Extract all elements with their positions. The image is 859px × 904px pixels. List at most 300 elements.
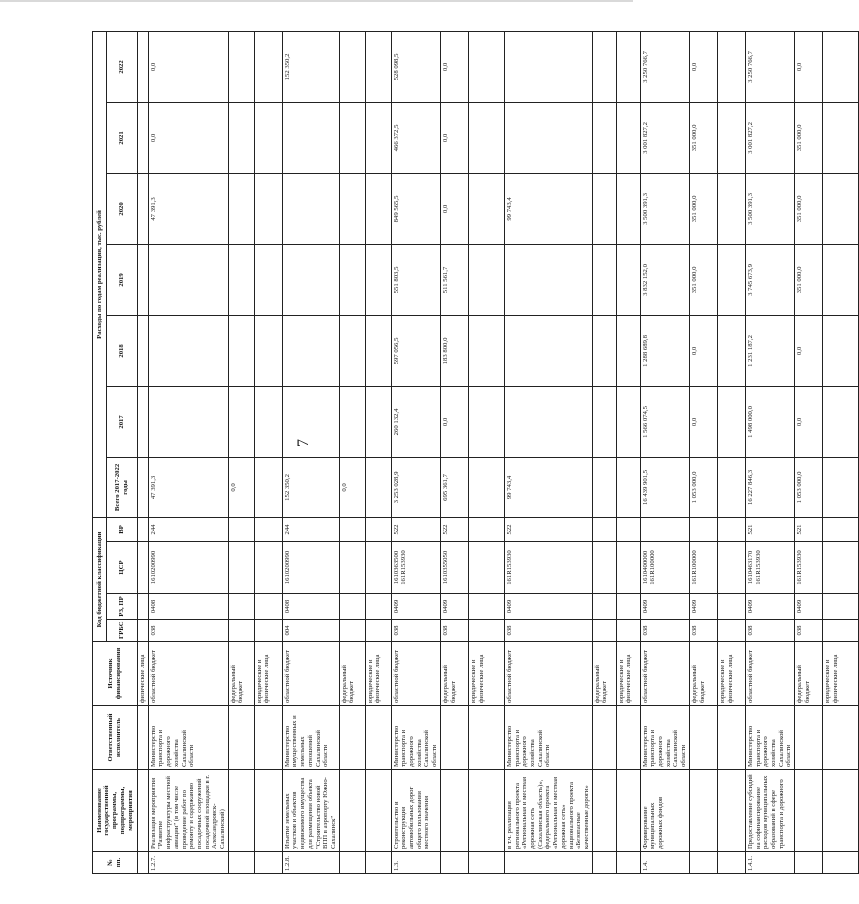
cell-num <box>254 852 282 874</box>
cell-2020 <box>592 173 616 244</box>
cell-responsible <box>795 706 823 770</box>
cell-2018: 183 800,0 <box>440 315 468 386</box>
cell-source: областной бюджет <box>640 642 689 706</box>
cell-source: областной бюджет <box>504 642 592 706</box>
cell-2018 <box>228 315 254 386</box>
cell-rz-pr: 0409 <box>745 594 794 620</box>
cell-responsible <box>717 706 745 770</box>
cell-2020 <box>254 173 282 244</box>
cell-vr: 522 <box>504 517 592 541</box>
table-row <box>440 31 468 873</box>
cell-2022 <box>138 31 149 102</box>
cell-source: областной бюджет <box>391 642 440 706</box>
cell-total: 0,0 <box>228 457 254 517</box>
cell-rz-pr <box>228 594 254 620</box>
cell-rz-pr <box>823 594 859 620</box>
cell-2020 <box>228 173 254 244</box>
cell-vr <box>468 517 504 541</box>
table-row <box>391 31 440 873</box>
cell-source: областной бюджет <box>745 642 794 706</box>
cell-total: 99 743,4 <box>504 457 592 517</box>
cell-num <box>689 852 717 874</box>
cell-vr: 244 <box>148 517 228 541</box>
cell-2021: 3 001 827,2 <box>745 102 794 173</box>
cell-2018 <box>717 315 745 386</box>
cell-total <box>254 457 282 517</box>
cell-csr <box>592 542 616 594</box>
cell-2022 <box>717 31 745 102</box>
table-row <box>745 31 794 873</box>
cell-2018 <box>282 315 339 386</box>
cell-2017: 0,0 <box>689 386 717 457</box>
cell-grbs: 038 <box>689 620 717 642</box>
cell-2022 <box>365 31 391 102</box>
cell-responsible <box>689 706 717 770</box>
header-expenses: Расходы по годам реализации, тыс. рублей <box>93 31 107 517</box>
cell-rz-pr: 0409 <box>640 594 689 620</box>
cell-2020: 47 391,3 <box>148 173 228 244</box>
cell-2022 <box>616 31 640 102</box>
cell-num: 1.4.1. <box>745 852 794 874</box>
cell-2021 <box>365 102 391 173</box>
cell-2018: 597 056,5 <box>391 315 440 386</box>
header-num: № пп. <box>93 852 138 874</box>
header-csr: ЦСР <box>107 542 138 594</box>
cell-total: 3 253 028,9 <box>391 457 440 517</box>
cell-2019: 511 561,7 <box>440 244 468 315</box>
cell-2019 <box>365 244 391 315</box>
table-row <box>616 31 640 873</box>
cell-source: юридические и физические лица <box>365 642 391 706</box>
cell-2017: 1 566 074,5 <box>640 386 689 457</box>
cell-2018: 0,0 <box>795 315 823 386</box>
cell-name <box>689 770 717 852</box>
cell-csr: 1610463170 161R153930 <box>745 542 794 594</box>
cell-vr: 522 <box>391 517 440 541</box>
cell-responsible <box>592 706 616 770</box>
cell-rz-pr <box>254 594 282 620</box>
cell-grbs: 038 <box>440 620 468 642</box>
cell-name <box>717 770 745 852</box>
cell-responsible <box>616 706 640 770</box>
cell-responsible <box>365 706 391 770</box>
cell-grbs: 038 <box>640 620 689 642</box>
cell-name <box>468 770 504 852</box>
cell-num <box>440 852 468 874</box>
cell-total <box>616 457 640 517</box>
cell-2019: 3 745 673,9 <box>745 244 794 315</box>
cell-grbs <box>592 620 616 642</box>
cell-name: Изъятие земельных участков и объектов недвижимого имущества для размещения объекта "Строительство новой ВПП в аэропорту Южно-Сахалинск" <box>282 770 339 852</box>
cell-num <box>228 852 254 874</box>
cell-total: 16 439 901,5 <box>640 457 689 517</box>
cell-2022: 0,0 <box>795 31 823 102</box>
cell-2019 <box>504 244 592 315</box>
cell-grbs: 004 <box>282 620 339 642</box>
cell-source: юридические и физические лица <box>717 642 745 706</box>
cell-rz-pr: 0409 <box>440 594 468 620</box>
cell-responsible: Министерство имущественных и земельных отношений Сахалинской области <box>282 706 339 770</box>
cell-responsible <box>339 706 365 770</box>
cell-source: федеральный бюджет <box>795 642 823 706</box>
cell-2020: 3 500 391,3 <box>745 173 794 244</box>
table-row <box>138 31 149 873</box>
cell-grbs <box>339 620 365 642</box>
cell-rz-pr: 0409 <box>391 594 440 620</box>
cell-grbs: 038 <box>795 620 823 642</box>
cell-2021: 0,0 <box>148 102 228 173</box>
cell-name: Формирование муниципальных дорожных фондов <box>640 770 689 852</box>
table-row <box>823 31 859 873</box>
cell-responsible <box>823 706 859 770</box>
cell-responsible: Министерство транспорта и дорожного хозяйства Сахалинской области <box>391 706 440 770</box>
cell-rz-pr: 0409 <box>795 594 823 620</box>
cell-source: физические лица <box>138 642 149 706</box>
cell-num: 1.4. <box>640 852 689 874</box>
cell-2018 <box>254 315 282 386</box>
cell-2020 <box>282 173 339 244</box>
cell-grbs <box>468 620 504 642</box>
cell-2017: 260 132,4 <box>391 386 440 457</box>
cell-csr <box>138 542 149 594</box>
cell-csr: 161R153930 <box>504 542 592 594</box>
cell-name: Предоставление субсидий на софинансирование расходов муниципальных образований в сфере транспорта и дорожного <box>745 770 794 852</box>
cell-num <box>504 852 592 874</box>
cell-rz-pr: 0408 <box>282 594 339 620</box>
cell-csr: 1610400000 161R100000 <box>640 542 689 594</box>
cell-rz-pr <box>616 594 640 620</box>
cell-2022 <box>254 31 282 102</box>
header-year-2022: 2022 <box>107 31 138 102</box>
cell-total <box>138 457 149 517</box>
cell-2017 <box>468 386 504 457</box>
cell-2021: 3 001 827,2 <box>640 102 689 173</box>
cell-name <box>254 770 282 852</box>
cell-2021: 351 000,0 <box>689 102 717 173</box>
cell-total <box>717 457 745 517</box>
cell-num <box>365 852 391 874</box>
cell-source: юридические и физические лица <box>254 642 282 706</box>
cell-source: федеральный бюджет <box>440 642 468 706</box>
cell-2019 <box>468 244 504 315</box>
cell-2019: 551 803,5 <box>391 244 440 315</box>
cell-grbs <box>823 620 859 642</box>
cell-2017 <box>282 386 339 457</box>
cell-source: юридические и физические лица <box>616 642 640 706</box>
cell-2017: 0,0 <box>440 386 468 457</box>
cell-grbs <box>254 620 282 642</box>
cell-name <box>592 770 616 852</box>
cell-name: в т.ч. реализация регионального проекта «Региональная и местная дорожная сеть (Сахалинская область)», федерального проекта «Региональная и местная дорожная сеть» национального проекта «Безопасные качественные дороги» <box>504 770 592 852</box>
cell-name <box>795 770 823 852</box>
cell-num <box>717 852 745 874</box>
cell-total: 152 350,2 <box>282 457 339 517</box>
cell-2022 <box>823 31 859 102</box>
cell-2020 <box>339 173 365 244</box>
cell-num <box>823 852 859 874</box>
cell-source: областной бюджет <box>282 642 339 706</box>
cell-2020: 3 500 391,3 <box>640 173 689 244</box>
cell-vr <box>592 517 616 541</box>
cell-2022: 528 098,5 <box>391 31 440 102</box>
cell-vr <box>823 517 859 541</box>
cell-responsible <box>228 706 254 770</box>
cell-2022: 152 350,2 <box>282 31 339 102</box>
cell-vr <box>616 517 640 541</box>
cell-rz-pr <box>468 594 504 620</box>
cell-2018 <box>339 315 365 386</box>
cell-2020 <box>717 173 745 244</box>
cell-vr: 521 <box>745 517 794 541</box>
cell-grbs <box>365 620 391 642</box>
cell-2020 <box>138 173 149 244</box>
header-source: Источник финансирования <box>93 642 138 706</box>
cell-num: 1.2.8. <box>282 852 339 874</box>
cell-csr: 161R153930 <box>795 542 823 594</box>
cell-total: 1 053 000,0 <box>795 457 823 517</box>
cell-source: федеральный бюджет <box>689 642 717 706</box>
cell-rz-pr <box>365 594 391 620</box>
cell-source: юридические и физические лица <box>823 642 859 706</box>
table-row <box>689 31 717 873</box>
cell-2019 <box>823 244 859 315</box>
cell-responsible <box>254 706 282 770</box>
header-vr: ВР <box>107 517 138 541</box>
cell-2017 <box>504 386 592 457</box>
cell-2019: 351 000,0 <box>689 244 717 315</box>
cell-2022 <box>468 31 504 102</box>
header-year-2017: 2017 <box>107 386 138 457</box>
cell-csr <box>339 542 365 594</box>
table-row <box>254 31 282 873</box>
cell-rz-pr <box>138 594 149 620</box>
cell-2020: 351 000,0 <box>689 173 717 244</box>
cell-num: 1.2.7. <box>148 852 228 874</box>
header-responsible: Ответственный исполнитель <box>93 706 138 770</box>
cell-responsible <box>138 706 149 770</box>
cell-2018: 1 231 187,2 <box>745 315 794 386</box>
cell-2020 <box>616 173 640 244</box>
cell-csr: 161R100000 <box>689 542 717 594</box>
table-row <box>592 31 616 873</box>
cell-responsible <box>440 706 468 770</box>
cell-2021 <box>823 102 859 173</box>
cell-2022: 0,0 <box>148 31 228 102</box>
cell-source: федеральный бюджет <box>228 642 254 706</box>
cell-2017 <box>339 386 365 457</box>
cell-name <box>616 770 640 852</box>
header-grbs: ГРБС <box>107 620 138 642</box>
cell-2021: 351 000,0 <box>795 102 823 173</box>
header-name: Наименование государственной программы, подпрограммы, мероприятия <box>93 770 138 852</box>
cell-2019: 351 000,0 <box>795 244 823 315</box>
cell-2021 <box>717 102 745 173</box>
cell-2022: 3 250 766,7 <box>640 31 689 102</box>
cell-rz-pr: 0409 <box>504 594 592 620</box>
cell-csr <box>823 542 859 594</box>
cell-2019 <box>148 244 228 315</box>
cell-grbs <box>228 620 254 642</box>
cell-grbs <box>616 620 640 642</box>
cell-2019 <box>254 244 282 315</box>
cell-2021 <box>339 102 365 173</box>
cell-2019: 3 832 152,0 <box>640 244 689 315</box>
cell-csr: 1610355050 <box>440 542 468 594</box>
cell-vr <box>365 517 391 541</box>
cell-rz-pr <box>339 594 365 620</box>
cell-2020: 0,0 <box>440 173 468 244</box>
header-rz-pr: РЗ, ПР <box>107 594 138 620</box>
cell-total: 16 227 846,3 <box>745 457 794 517</box>
cell-2020: 351 000,0 <box>795 173 823 244</box>
cell-responsible: Министерство транспорта и дорожного хозяйства Сахалинской области <box>504 706 592 770</box>
cell-total <box>365 457 391 517</box>
cell-2019 <box>339 244 365 315</box>
cell-2017 <box>254 386 282 457</box>
table-body <box>138 31 859 873</box>
cell-2021: 466 372,5 <box>391 102 440 173</box>
cell-responsible: Министерство транспорта и дорожного хозяйства Сахалинской области <box>745 706 794 770</box>
cell-grbs <box>138 620 149 642</box>
cell-2019 <box>228 244 254 315</box>
cell-source: областной бюджет <box>148 642 228 706</box>
cell-vr: 244 <box>282 517 339 541</box>
cell-2020 <box>468 173 504 244</box>
cell-2017 <box>228 386 254 457</box>
cell-2021 <box>468 102 504 173</box>
cell-csr <box>468 542 504 594</box>
cell-rz-pr: 0409 <box>689 594 717 620</box>
table-row <box>282 31 339 873</box>
cell-2018 <box>592 315 616 386</box>
cell-name <box>365 770 391 852</box>
cell-num <box>616 852 640 874</box>
cell-2017 <box>148 386 228 457</box>
cell-2017: 0,0 <box>795 386 823 457</box>
cell-rz-pr <box>592 594 616 620</box>
cell-num <box>592 852 616 874</box>
cell-csr <box>254 542 282 594</box>
cell-2022 <box>228 31 254 102</box>
cell-2018 <box>468 315 504 386</box>
cell-2017 <box>717 386 745 457</box>
cell-2019 <box>138 244 149 315</box>
cell-source: федеральный бюджет <box>592 642 616 706</box>
cell-vr <box>228 517 254 541</box>
cell-source: юридические и физические лица <box>468 642 504 706</box>
table-row <box>468 31 504 873</box>
cell-2017 <box>616 386 640 457</box>
cell-name <box>440 770 468 852</box>
cell-2022: 0,0 <box>689 31 717 102</box>
cell-csr <box>365 542 391 594</box>
table-row <box>148 31 228 873</box>
cell-vr: 522 <box>440 517 468 541</box>
table-row <box>795 31 823 873</box>
cell-2021: 0,0 <box>440 102 468 173</box>
cell-csr <box>717 542 745 594</box>
cell-2019 <box>616 244 640 315</box>
header-year-2019: 2019 <box>107 244 138 315</box>
header-year-2018: 2018 <box>107 315 138 386</box>
cell-2018 <box>138 315 149 386</box>
cell-2018 <box>148 315 228 386</box>
cell-2017 <box>138 386 149 457</box>
cell-2022: 3 250 766,7 <box>745 31 794 102</box>
cell-name <box>823 770 859 852</box>
cell-responsible: Министерство транспорта и дорожного хозяйства Сахалинской области <box>640 706 689 770</box>
cell-grbs: 038 <box>148 620 228 642</box>
budget-table <box>92 31 859 874</box>
rotated-table-container <box>92 32 839 874</box>
cell-vr: 521 <box>795 517 823 541</box>
cell-num <box>468 852 504 874</box>
cell-name <box>138 770 149 852</box>
cell-2020: 99 743,4 <box>504 173 592 244</box>
cell-2017: 1 498 000,0 <box>745 386 794 457</box>
cell-num <box>795 852 823 874</box>
cell-2022: 0,0 <box>440 31 468 102</box>
cell-2019 <box>282 244 339 315</box>
cell-num <box>339 852 365 874</box>
cell-2019 <box>717 244 745 315</box>
table-row <box>339 31 365 873</box>
cell-2022 <box>339 31 365 102</box>
scan-edge <box>0 0 633 2</box>
cell-responsible <box>468 706 504 770</box>
cell-name: Реализация мероприятия "Развитие инфраструктуры местной авиации" (в том числе проведение работ по ремонту и содержанию посадочных сооружений посадочной площадки в г. Александровск-Сахалинский) <box>148 770 228 852</box>
cell-vr <box>640 517 689 541</box>
cell-responsible: Министерство транспорта и дорожного хозяйства Сахалинской области <box>148 706 228 770</box>
cell-total <box>468 457 504 517</box>
cell-source: федеральный бюджет <box>339 642 365 706</box>
table-row <box>640 31 689 873</box>
cell-grbs <box>717 620 745 642</box>
cell-num <box>138 852 149 874</box>
cell-name: Строительство и реконструкция автомобильных дорог общего пользования местного значения <box>391 770 440 852</box>
cell-2018: 1 288 689,8 <box>640 315 689 386</box>
cell-total: 1 053 000,0 <box>689 457 717 517</box>
cell-vr <box>689 517 717 541</box>
cell-name <box>339 770 365 852</box>
cell-grbs: 038 <box>504 620 592 642</box>
cell-2019 <box>592 244 616 315</box>
cell-2021 <box>592 102 616 173</box>
table-row <box>504 31 592 873</box>
cell-grbs: 038 <box>745 620 794 642</box>
cell-total: 47 391,3 <box>148 457 228 517</box>
cell-total: 695 361,7 <box>440 457 468 517</box>
cell-2020: 849 565,5 <box>391 173 440 244</box>
cell-name <box>228 770 254 852</box>
cell-rz-pr: 0408 <box>148 594 228 620</box>
header-budget-code: Код бюджетной классификации <box>93 517 107 641</box>
cell-2018 <box>504 315 592 386</box>
cell-vr <box>254 517 282 541</box>
cell-2021 <box>282 102 339 173</box>
cell-total <box>592 457 616 517</box>
cell-2020 <box>365 173 391 244</box>
cell-vr <box>717 517 745 541</box>
cell-csr <box>228 542 254 594</box>
cell-csr: 1610200990 <box>148 542 228 594</box>
header-year-2021: 2021 <box>107 102 138 173</box>
cell-num: 1.3. <box>391 852 440 874</box>
table-row <box>717 31 745 873</box>
cell-2021 <box>228 102 254 173</box>
cell-csr: 1610363500 161R153930 <box>391 542 440 594</box>
cell-vr <box>339 517 365 541</box>
